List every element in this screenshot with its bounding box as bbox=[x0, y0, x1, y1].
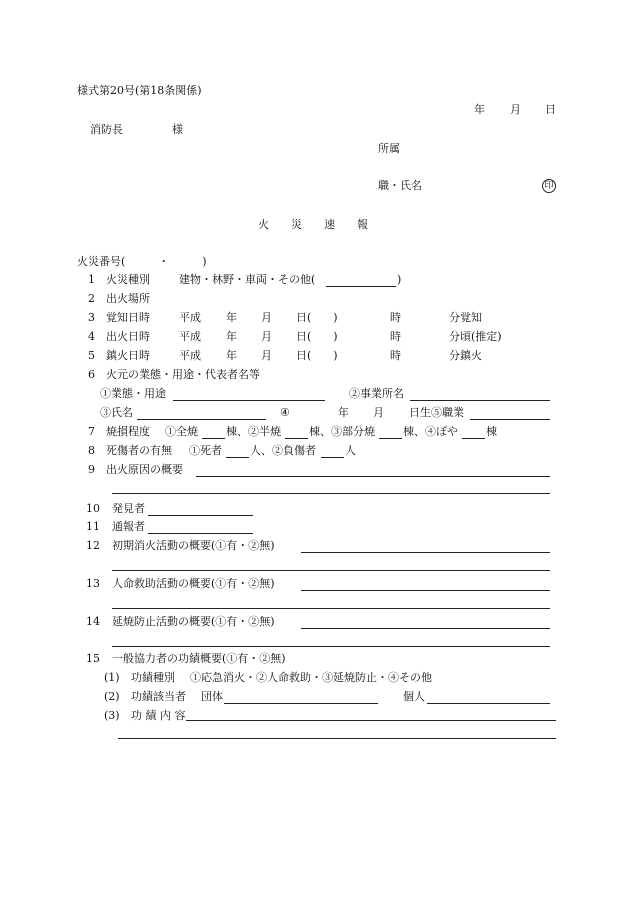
item-6-name-label: ③氏名 bbox=[100, 406, 133, 419]
item-8-label: 死傷者の有無 bbox=[106, 444, 172, 457]
item-7-small-fire: 棟、④ぼや bbox=[403, 425, 458, 438]
item-3-hour: 時 bbox=[390, 311, 401, 324]
item-3-minute: 分覚知 bbox=[449, 311, 482, 324]
item-8-dead-field[interactable] bbox=[226, 457, 249, 458]
item-15-3-field-line-1[interactable] bbox=[186, 720, 556, 721]
item-3-day: 日( ) bbox=[296, 311, 338, 324]
item-4-day: 日( ) bbox=[296, 330, 338, 343]
item-3-month: 月 bbox=[261, 311, 272, 324]
item-9-field-line-2[interactable] bbox=[112, 493, 550, 494]
item-15-2-person-field[interactable] bbox=[427, 703, 550, 704]
item-7-full-burn-field[interactable] bbox=[202, 438, 225, 439]
item-1-close-paren: ) bbox=[397, 273, 402, 286]
item-10-number: 10 bbox=[86, 502, 100, 515]
item-6-birth-month: 月 bbox=[373, 406, 384, 419]
item-15-3-label: 功 績 内 容 bbox=[131, 709, 186, 722]
item-7-partial-burn: 棟、③部分焼 bbox=[309, 425, 375, 438]
item-3-label: 覚知日時 bbox=[106, 311, 150, 324]
item-15-label: 一般協力者の功績概要(①有・②無) bbox=[112, 652, 286, 665]
item-5-minute: 分鎮火 bbox=[449, 349, 482, 362]
item-13-field-line-2[interactable] bbox=[112, 608, 550, 609]
item-3-year: 年 bbox=[226, 311, 237, 324]
item-1-options: 建物・林野・車両・その他( bbox=[179, 273, 316, 286]
item-15-2-number: (2) bbox=[104, 690, 120, 703]
item-4-month: 月 bbox=[261, 330, 272, 343]
item-8-injured-field[interactable] bbox=[321, 457, 344, 458]
item-7-number: 7 bbox=[88, 425, 95, 438]
item-4-era: 平成 bbox=[179, 330, 201, 343]
item-6-birth-year: 年 bbox=[338, 406, 349, 419]
item-7-small-fire-field[interactable] bbox=[462, 438, 485, 439]
item-12-field-line-2[interactable] bbox=[112, 570, 550, 571]
item-13-label: 人命救助活動の概要(①有・②無) bbox=[112, 577, 275, 590]
item-10-field[interactable] bbox=[148, 515, 253, 516]
form-number: 様式第20号(第18条関係) bbox=[77, 84, 202, 97]
item-6-office-label: ②事業所名 bbox=[349, 387, 404, 400]
item-4-label: 出火日時 bbox=[106, 330, 150, 343]
item-9-field-line-1[interactable] bbox=[196, 476, 550, 477]
item-11-number: 11 bbox=[86, 520, 100, 533]
item-3-number: 3 bbox=[88, 311, 95, 324]
addressee-honorific: 様 bbox=[172, 123, 183, 136]
item-6-office-field[interactable] bbox=[410, 400, 550, 401]
item-12-label: 初期消火活動の概要(①有・②無) bbox=[112, 539, 275, 552]
item-11-label: 通報者 bbox=[112, 520, 145, 533]
item-1-number: 1 bbox=[88, 273, 95, 286]
item-6-name-field[interactable] bbox=[137, 419, 266, 420]
item-15-2-person-label: 個人 bbox=[403, 690, 425, 703]
item-7-full-burn: ①全焼 bbox=[165, 425, 198, 438]
item-5-number: 5 bbox=[88, 349, 95, 362]
item-5-hour: 時 bbox=[390, 349, 401, 362]
item-9-label: 出火原因の概要 bbox=[106, 463, 183, 476]
item-14-number: 14 bbox=[86, 615, 100, 628]
item-2-label: 出火場所 bbox=[106, 292, 150, 305]
addressee: 消防長 bbox=[90, 123, 123, 136]
item-6-birth-day-occupation: 日生⑤職業 bbox=[409, 406, 464, 419]
item-6-occupation-field[interactable] bbox=[470, 419, 550, 420]
item-7-half-burn-field[interactable] bbox=[285, 438, 308, 439]
affiliation-label: 所属 bbox=[378, 142, 400, 155]
item-14-field-line-1[interactable] bbox=[301, 628, 550, 629]
form-title: 火 災 速 報 bbox=[258, 218, 368, 231]
item-15-1-value: ①応急消火・②人命救助・③延焼防止・④その他 bbox=[190, 671, 432, 684]
item-12-field-line-1[interactable] bbox=[301, 552, 550, 553]
item-6-business-label: ①業態・用途 bbox=[100, 387, 166, 400]
item-15-3-number: (3) bbox=[104, 709, 120, 722]
seal-mark: 印 bbox=[542, 179, 556, 193]
item-4-year: 年 bbox=[226, 330, 237, 343]
item-11-field[interactable] bbox=[148, 533, 253, 534]
item-10-label: 発見者 bbox=[112, 502, 145, 515]
item-8-injured: 人、②負傷者 bbox=[250, 444, 316, 457]
item-15-2-label: 功績該当者 bbox=[131, 690, 186, 703]
item-14-field-line-2[interactable] bbox=[112, 646, 550, 647]
item-15-2-group-field[interactable] bbox=[224, 703, 378, 704]
item-15-1-number: (1) bbox=[104, 671, 120, 684]
item-5-era: 平成 bbox=[179, 349, 201, 362]
item-15-1-label: 功績種別 bbox=[131, 671, 175, 684]
fire-number-label: 火災番号( ・ ) bbox=[77, 255, 207, 268]
item-13-field-line-1[interactable] bbox=[301, 590, 550, 591]
item-7-label: 焼損程度 bbox=[106, 425, 150, 438]
item-8-number: 8 bbox=[88, 444, 95, 457]
item-7-unit: 棟 bbox=[486, 425, 497, 438]
item-6-birth-number: ④ bbox=[280, 406, 290, 419]
position-name-label: 職・氏名 bbox=[378, 179, 422, 192]
item-7-partial-burn-field[interactable] bbox=[379, 438, 402, 439]
item-15-2-group-label: 団体 bbox=[201, 690, 223, 703]
item-4-hour: 時 bbox=[390, 330, 401, 343]
item-12-number: 12 bbox=[86, 539, 100, 552]
item-1-label: 火災種別 bbox=[106, 273, 150, 286]
item-8-unit: 人 bbox=[345, 444, 356, 457]
item-15-number: 15 bbox=[86, 652, 100, 665]
item-4-minute: 分頃(推定) bbox=[449, 330, 502, 343]
item-6-number: 6 bbox=[88, 368, 95, 381]
date-year-label: 年 bbox=[474, 103, 485, 116]
item-15-3-field-line-2[interactable] bbox=[118, 738, 556, 739]
date-day-label: 日 bbox=[545, 103, 556, 116]
item-13-number: 13 bbox=[86, 577, 100, 590]
item-5-year: 年 bbox=[226, 349, 237, 362]
item-6-business-field[interactable] bbox=[173, 400, 325, 401]
item-5-month: 月 bbox=[261, 349, 272, 362]
item-7-half-burn: 棟、②半焼 bbox=[226, 425, 281, 438]
item-9-number: 9 bbox=[88, 463, 95, 476]
item-2-number: 2 bbox=[88, 292, 95, 305]
item-4-number: 4 bbox=[88, 330, 95, 343]
item-5-label: 鎮火日時 bbox=[106, 349, 150, 362]
item-3-era: 平成 bbox=[179, 311, 201, 324]
item-8-dead: ①死者 bbox=[189, 444, 222, 457]
item-14-label: 延焼防止活動の概要(①有・②無) bbox=[112, 615, 275, 628]
item-1-other-field[interactable] bbox=[326, 286, 396, 287]
item-6-label: 火元の業態・用途・代表者名等 bbox=[106, 368, 260, 381]
date-month-label: 月 bbox=[510, 103, 521, 116]
item-5-day: 日( ) bbox=[296, 349, 338, 362]
